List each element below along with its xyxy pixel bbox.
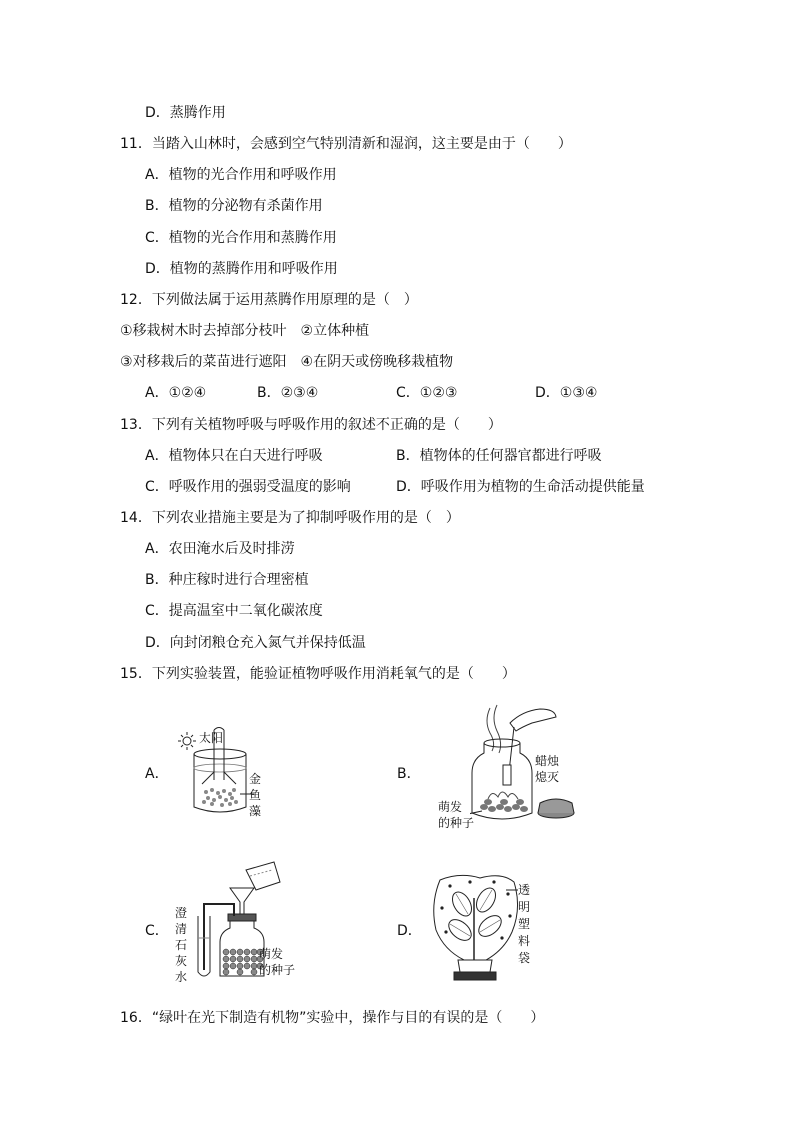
q13-option-b: B．植物体的任何器官都进行呼吸 bbox=[396, 448, 602, 464]
q12-statement-1: ①移栽树木时去掉部分枝叶 ②立体种植 bbox=[120, 323, 370, 339]
figure-c-seeds-label: 萌发 的种子 bbox=[259, 947, 296, 977]
q14-option-d: D．向封闭粮仓充入氮气并保持低温 bbox=[145, 635, 366, 651]
figure-d-letter: D． bbox=[397, 923, 422, 939]
figure-b-seeds-label: 萌发 的种子 bbox=[438, 800, 475, 830]
figure-c-limewater-label: 澄 清 石 灰 水 bbox=[175, 906, 188, 984]
q14-option-b: B．种庄稼时进行合理密植 bbox=[145, 572, 309, 588]
q11-option-c: C．植物的光合作用和蒸腾作用 bbox=[145, 230, 337, 246]
q14-option-c: C．提高温室中二氧化碳浓度 bbox=[145, 603, 323, 619]
figure-b-letter: B． bbox=[397, 766, 421, 782]
q10-option-d: D．蒸腾作用 bbox=[145, 105, 226, 121]
jar-illustration bbox=[470, 703, 580, 828]
figure-a-sun-label: 太阳 bbox=[199, 731, 224, 745]
figure-b-candle-label: 蜡烛 熄灭 bbox=[535, 754, 560, 784]
figure-a-letter: A． bbox=[145, 766, 169, 782]
figure-d-bag-label: 透 明 塑 料 袋 bbox=[518, 883, 531, 965]
sun-icon bbox=[178, 732, 196, 750]
q12-statement-2: ③对移栽后的菜苗进行遮阳 ④在阴天或傍晚移栽植物 bbox=[120, 354, 454, 370]
figure-c-letter: C． bbox=[145, 923, 169, 939]
q16-stem: 16．“绿叶在光下制造有机物”实验中，操作与目的有误的是（ ） bbox=[120, 1010, 545, 1026]
q12-option-d: D．①③④ bbox=[535, 385, 598, 401]
figure-a-pondweed-label: 金 鱼 藻 bbox=[249, 772, 262, 818]
plant-bag-illustration bbox=[430, 868, 520, 988]
q13-option-c: C．呼吸作用的强弱受温度的影响 bbox=[145, 479, 351, 495]
q12-option-c: C．①②③ bbox=[396, 385, 458, 401]
figure-d-bagged-plant bbox=[430, 868, 520, 988]
figure-b-candle-jar bbox=[470, 703, 580, 828]
q13-option-d: D．呼吸作用为植物的生命活动提供能量 bbox=[396, 479, 645, 495]
q11-option-b: B．植物的分泌物有杀菌作用 bbox=[145, 198, 323, 214]
q13-stem: 13．下列有关植物呼吸与呼吸作用的叙述不正确的是（ ） bbox=[120, 417, 502, 433]
q11-stem: 11．当踏入山林时，会感到空气特别清新和湿润，这主要是由于（ ） bbox=[120, 136, 572, 152]
q14-stem: 14．下列农业措施主要是为了抑制呼吸作用的是（ ） bbox=[120, 510, 460, 526]
q13-option-a: A．植物体只在白天进行呼吸 bbox=[145, 448, 323, 464]
q11-option-d: D．植物的蒸腾作用和呼吸作用 bbox=[145, 261, 338, 277]
q14-option-a: A．农田淹水后及时排涝 bbox=[145, 541, 295, 557]
q11-option-a: A．植物的光合作用和呼吸作用 bbox=[145, 167, 337, 183]
q12-option-b: B．②③④ bbox=[257, 385, 319, 401]
q12-stem: 12．下列做法属于运用蒸腾作用原理的是（ ） bbox=[120, 292, 418, 308]
q12-option-a: A．①②④ bbox=[145, 385, 207, 401]
q15-stem: 15．下列实验装置，能验证植物呼吸作用消耗氧气的是（ ） bbox=[120, 666, 516, 682]
